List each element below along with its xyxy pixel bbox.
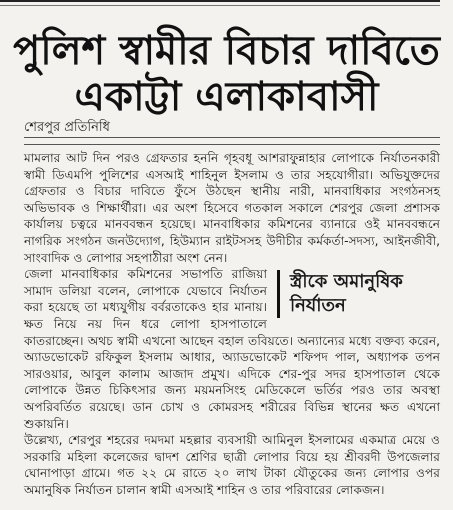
byline: শেরপুর প্রতিনিধি <box>24 120 110 135</box>
headline-line-1: পুলিশ স্বামীর বিচার দাবিতে <box>13 28 440 74</box>
article-body <box>24 150 440 498</box>
paragraph-3: উল্লেখ্য, শেরপুর শহরের দমদমা মহল্লার ব্যবসায়ী আমিনুল ইসলামের একমাত্র মেয়ে ও সরকারি মহিলা কলেজের দ্বাদশ শ্রেণির ছাত্রী লোপার বিয়ে হয় শ্রীবরদী উপজেলার ঘোনাপাড়া গ্রামে। গত ২২ মে রাতে ২০ লাখ টাকা যৌতুকের জন্য লোপার ওপর অমানুষিক নির্যাতন চালান স্বামী এসআই শাহিন ও তার পরিবারের লোকজন। <box>24 433 440 497</box>
byline-separator <box>24 137 440 145</box>
pull-quote: স্ত্রীকে অমানুষিক নির্যাতন <box>277 270 440 318</box>
headline <box>0 28 453 120</box>
headline-line-2: একাট্টা এলাকাবাসী <box>74 74 379 120</box>
top-rule <box>0 0 440 8</box>
paragraph-1: মামলার আট দিন পরও গ্রেফতার হননি গৃহবধূ আশরাফুন্নাহার লোপাকে নির্যাতনকারী স্বামী ডিএমপি পুলিশের এসআই শাহিনুল ইসলাম ও তার সহযোগীরা। অভিযুক্তদের গ্রেফতার ও বিচার দাবিতে ফুঁসে উঠছেন স্থানীয় নারী, মানবাধিকার সংগঠনসহ অভিভাবক ও শিক্ষার্থীরা। এর অংশ হিসেবে গতকাল সকালে শেরপুর জেলা প্রশাসক কার্যালয় চত্বরে মানববন্ধন হয়েছে। মানবাধিকার কমিশনের ব্যানারে ওই মানববন্ধনে নাগরিক সংগঠন জনউদ্যোগ, হিউম্যান রাইটসসহ উদীচীর কর্মকর্তা-সদস্য, আইনজীবী, সাংবাদিক ও লোপার সহপাঠীরা অংশ নেন। <box>24 151 440 265</box>
paragraph-2: জেলা মানবাধিকার কমিশনের সভাপতি রাজিয়া সামাদ ডলিয়া বলেন, লোপাকে যেভাবে নির্যাতন করা হয়েছে তা মধ্যযুগীয় বর্বরতাকেও হার মানায়। ক্ষত নিয়ে নয় দিন ধরে লোপা হাসপাতালে কাতরাচ্ছেন। অথচ স্বামী এখনো আছেন বহাল তবিয়তে। অন্যান্যের মধ্যে বক্তব্য করেন, অ্যাডভোকেট রফিকুল ইসলাম আধার, অ্যাডভোকেট শফিপদ পাল, অধ্যাপক তপন সারওয়ার, আবুল কালাম আজাদ প্রমুখ। এদিকে শের-পুর সদর হাসপাতাল থেকে লোপাকে উন্নত চিকিৎসার জন্য ময়মনসিংহ মেডিকেলে ভর্তির পরও তার অবস্থা অপরিবর্তিত রয়েছে। ডান চোখ ও কোমরসহ শরীরের বিভিন্ন স্থানের ক্ষত এখনো শুকায়নি। <box>24 267 440 431</box>
